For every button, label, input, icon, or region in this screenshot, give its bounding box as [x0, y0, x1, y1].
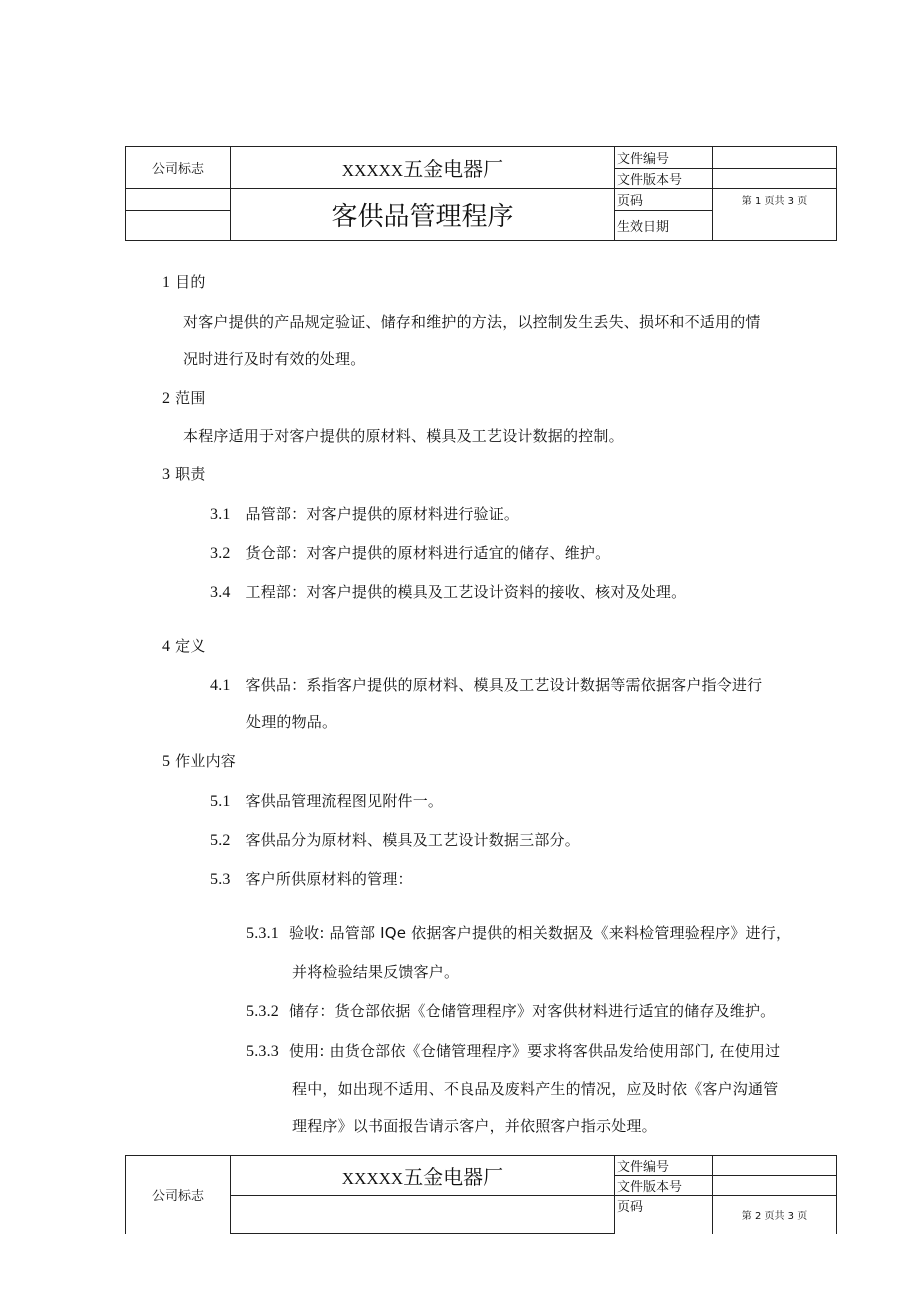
item-3-4: 3.4 工程部：对客户提供的模具及工艺设计资料的接收、核对及处理。 [210, 583, 687, 601]
section-2-text: 本程序适用于对客户提供的原材料、模具及工艺设计数据的控制。 [183, 427, 624, 445]
item-5-3-1-continued: 并将检验结果反馈客户。 [292, 963, 460, 981]
section-4-heading: 4 定义 [162, 637, 206, 655]
doc-number-value-2 [713, 1156, 837, 1176]
item-4-1-continued: 处理的物品。 [246, 713, 338, 731]
section-1-text-line-1: 对客户提供的产品规定验证、储存和维护的方法，以控制发生丢失、损坏和不适用的情 [183, 313, 761, 331]
factory-name: XXXXX五金电器厂 [231, 147, 615, 189]
doc-number-label: 文件编号 [615, 147, 713, 169]
effective-date-label: 生效日期 [615, 211, 713, 241]
item-5-3-3-continued-1: 程中，如出现不适用、不良品及废料产生的情况，应及时依《客户沟通管 [292, 1080, 779, 1098]
item-3-1: 3.1 品管部：对客户提供的原材料进行验证。 [210, 505, 520, 523]
page-number: 第 1 页共 3 页 [713, 189, 837, 241]
doc-version-value-2 [713, 1176, 837, 1196]
item-3-2: 3.2 货仓部：对客户提供的原材料进行适宜的储存、维护。 [210, 544, 611, 562]
title-cell-2 [231, 1196, 615, 1234]
page-number-2: 第 2 页共 3 页 [713, 1196, 837, 1234]
item-5-3-3-continued-2: 理程序》以书面报告请示客户，并依照客户指示处理。 [292, 1117, 657, 1135]
item-5-1: 5.1 客供品管理流程图见附件一。 [210, 792, 444, 810]
logo-lower-cell [126, 211, 231, 241]
item-5-3-3: 5.3.3 使用: 由货仓部依《仓储管理程序》要求将客供品发给使用部门, 在使用过 [246, 1042, 781, 1060]
doc-version-label: 文件版本号 [615, 169, 713, 189]
company-logo-placeholder-2: 公司标志 [126, 1156, 231, 1234]
page-label-2: 页码 [615, 1196, 713, 1234]
doc-version-value [713, 169, 837, 189]
document-title: 客供品管理程序 [231, 189, 615, 241]
section-5-heading: 5 作业内容 [162, 752, 236, 770]
item-5-3-1: 5.3.1 验收: 品管部 IQe 依据客户提供的相关数据及《来料检管理验程序》进行， [246, 924, 792, 942]
doc-version-label-2: 文件版本号 [615, 1176, 713, 1196]
item-5-3: 5.3 客户所供原材料的管理： [210, 870, 413, 888]
item-5-3-2: 5.3.2 储存：货仓部依据《仓储管理程序》对客供材料进行适宜的储存及维护。 [246, 1002, 776, 1020]
section-1-heading: 1 目的 [162, 273, 206, 291]
item-5-2: 5.2 客供品分为原材料、模具及工艺设计数据三部分。 [210, 831, 580, 849]
document-header [125, 146, 837, 241]
logo-blank-cell [126, 189, 231, 211]
section-3-heading: 3 职责 [162, 465, 206, 483]
item-4-1: 4.1 客供品：系指客户提供的原材料、模具及工艺设计数据等需依据客户指令进行 [210, 676, 763, 694]
page-label: 页码 [615, 189, 713, 211]
factory-name-2: XXXXX五金电器厂 [231, 1156, 615, 1196]
section-2-heading: 2 范围 [162, 389, 206, 407]
doc-number-label-2: 文件编号 [615, 1156, 713, 1176]
section-1-text-line-2: 况时进行及时有效的处理。 [183, 350, 366, 368]
company-logo-placeholder: 公司标志 [126, 147, 231, 189]
doc-number-value [713, 147, 837, 169]
document-header-page-2 [125, 1155, 837, 1234]
